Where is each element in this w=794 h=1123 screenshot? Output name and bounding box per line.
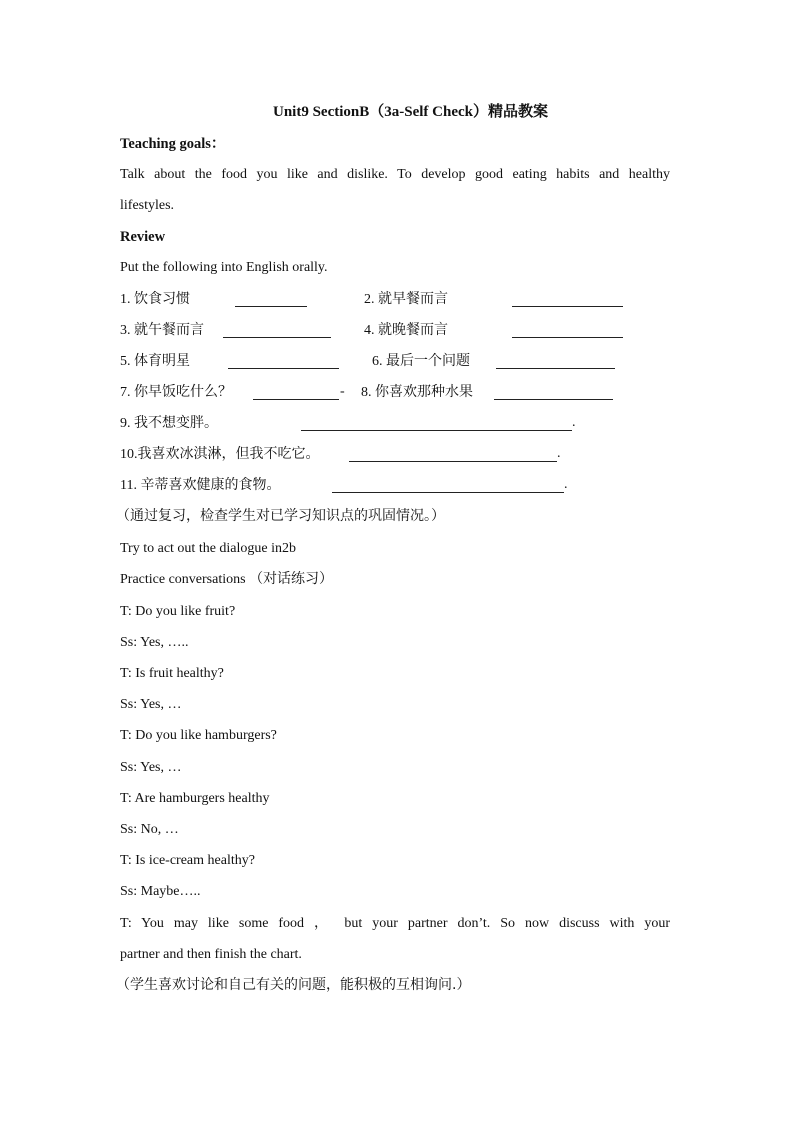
review-item-6	[372, 352, 470, 371]
answer-blank[interactable]	[301, 416, 572, 431]
discussion-note: （学生喜欢讨论和自己有关的问题，能积极的互相询问.）	[116, 977, 471, 993]
item-text: 辛蒂喜欢健康的食物。	[140, 477, 281, 493]
item-text: 你喜欢那种水果	[375, 384, 473, 400]
dialogue-line: Ss: Yes, …..	[120, 635, 189, 650]
dialogue-line: T: Are hamburgers healthy	[120, 791, 270, 806]
teaching-goals-heading: Teaching goals：	[120, 136, 226, 152]
review-item-8	[361, 383, 473, 402]
item-text: 饮食习惯	[134, 291, 190, 307]
item-number: 10.	[120, 447, 138, 462]
practice-text: Practice conversations （对话练习）	[120, 572, 334, 587]
discuss-text-cont: partner and then finish the chart.	[120, 947, 302, 962]
answer-blank[interactable]	[253, 385, 339, 400]
item-text: 你早饭吃什么？	[134, 384, 232, 400]
page-title: Unit9 SectionB（3a-Self Check）精品教案	[273, 104, 548, 120]
item-number: 2.	[364, 292, 375, 307]
item-text: 最后一个问题	[386, 353, 470, 369]
answer-blank[interactable]	[235, 292, 307, 307]
item-number: 11.	[120, 478, 137, 493]
dialogue-line: Ss: Maybe…..	[120, 884, 201, 899]
teaching-goals-text-cont: lifestyles.	[120, 198, 175, 213]
item-text: 我喜欢冰淇淋，但我不吃它。	[137, 446, 320, 462]
answer-blank[interactable]	[512, 323, 623, 338]
item-number: 3.	[120, 323, 131, 338]
answer-blank[interactable]	[496, 354, 615, 369]
review-item-7	[120, 383, 232, 402]
dialogue-line: T: Do you like fruit?	[120, 604, 236, 619]
dash-mark: -	[340, 384, 345, 399]
review-item-1	[120, 290, 190, 309]
period-mark: .	[564, 477, 568, 492]
teaching-goals-text: Talk about the food you like and dislike. To develop good eating habits and healthy	[120, 167, 670, 182]
answer-blank[interactable]	[223, 323, 331, 338]
dialogue-line: T: Is fruit healthy?	[120, 666, 224, 681]
review-instruction: Put the following into English orally.	[120, 260, 328, 275]
review-note: （通过复习，检查学生对已学习知识点的巩固情况。）	[116, 508, 445, 524]
dialogue-line: Ss: Yes, …	[120, 697, 182, 712]
item-number: 7.	[120, 385, 131, 400]
answer-blank[interactable]	[228, 354, 339, 369]
item-text: 就晚餐而言	[378, 322, 448, 338]
review-heading: Review	[120, 229, 166, 245]
review-item-2	[364, 290, 448, 309]
item-number: 5.	[120, 354, 131, 369]
item-text: 我不想变胖。	[134, 415, 218, 431]
period-mark: .	[572, 415, 576, 430]
answer-blank[interactable]	[332, 478, 564, 493]
item-text: 体育明星	[134, 353, 190, 369]
item-text: 就午餐而言	[134, 322, 204, 338]
item-text: 就早餐而言	[378, 291, 448, 307]
item-number: 4.	[364, 323, 375, 338]
review-item-5	[120, 352, 190, 371]
item-number: 9.	[120, 416, 131, 431]
practice-line	[120, 571, 333, 589]
dialogue-line: Ss: Yes, …	[120, 760, 182, 775]
answer-blank[interactable]	[349, 447, 557, 462]
item-number: 6.	[372, 354, 383, 369]
review-item-4	[364, 321, 448, 340]
dialogue-line: T: Do you like hamburgers?	[120, 728, 277, 743]
item-number: 8.	[361, 385, 372, 400]
item-number: 1.	[120, 292, 131, 307]
review-item-9	[120, 414, 218, 433]
dialogue-line: T: Is ice-cream healthy?	[120, 853, 255, 868]
review-item-3	[120, 321, 204, 340]
act-out-line: Try to act out the dialogue in2b	[120, 541, 297, 556]
answer-blank[interactable]	[512, 292, 623, 307]
discuss-text: T: You may like some food ， but your partner don’t. So now discuss with your	[120, 916, 670, 931]
dialogue-line: Ss: No, …	[120, 822, 179, 837]
period-mark: .	[557, 446, 561, 461]
review-item-10	[120, 445, 320, 464]
review-item-11	[120, 476, 280, 495]
answer-blank[interactable]	[494, 385, 613, 400]
